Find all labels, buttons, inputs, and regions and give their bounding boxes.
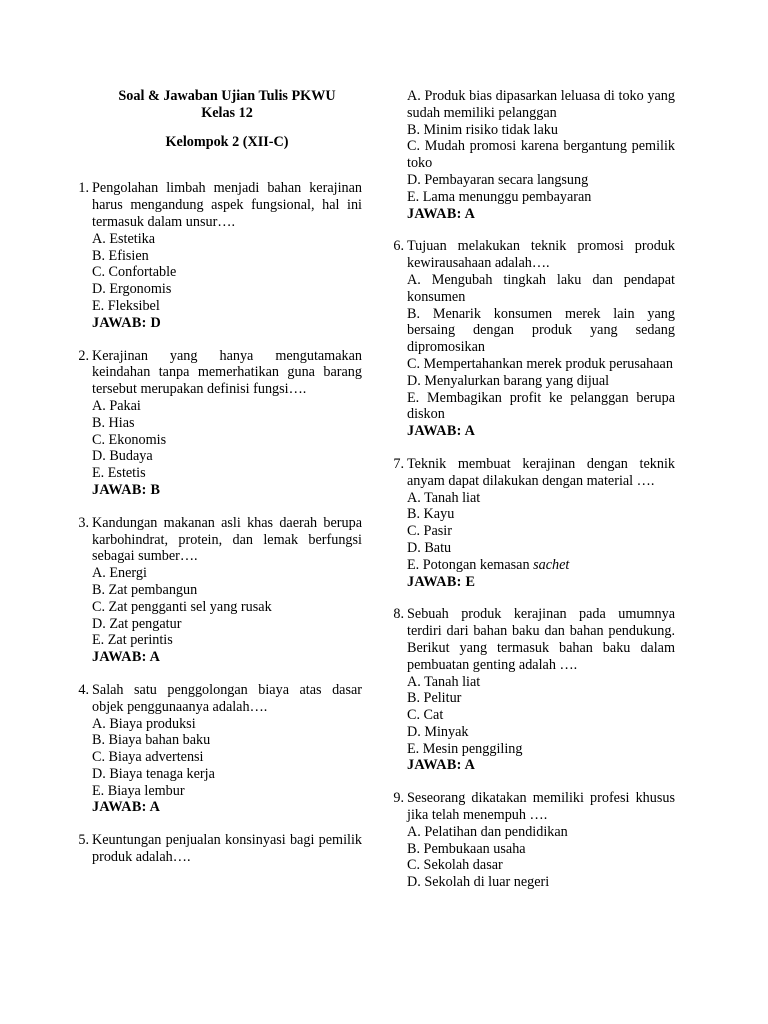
question-number: 6.: [393, 238, 404, 255]
option-d: D. Biaya tenaga kerja: [92, 765, 215, 782]
option-a: A. Biaya produksi: [92, 715, 196, 732]
group-label: Kelompok 2 (XII-C): [165, 133, 289, 150]
option-list: [407, 272, 675, 423]
question-text: Keuntungan penjualan konsinyasi bagi pemilik produk adalah….: [92, 832, 362, 866]
option-e: E. Fleksibel: [92, 297, 160, 314]
answer-key: JAWAB: B: [92, 481, 161, 498]
option-list: [92, 231, 362, 315]
option-d: D. Sekolah di luar negeri: [407, 874, 550, 891]
class-label: Kelas 12: [201, 104, 253, 121]
question-number: 8.: [393, 606, 404, 623]
option-b: B. Kayu: [407, 506, 455, 523]
option-a: A. Produk bias dipasarkan leluasa di toko yang sudah memiliki pelanggan: [407, 88, 675, 121]
question-5-continued: [387, 88, 675, 222]
question-6: [387, 238, 675, 440]
option-c: C. Cat: [407, 707, 444, 724]
option-c: C. Mudah promosi karena bergantung pemilik toko: [407, 138, 675, 172]
option-e-prefix: E. Potongan kemasan: [407, 556, 534, 573]
option-e: E. Biaya lembur: [92, 782, 185, 799]
question-9: [387, 790, 675, 891]
option-list: [92, 716, 362, 800]
question-4: [72, 682, 362, 816]
option-e: E. Zat perintis: [92, 632, 173, 649]
option-a: A. Pakai: [92, 397, 141, 414]
question-number: 3.: [78, 514, 89, 531]
answer-key: JAWAB: A: [92, 649, 161, 666]
question-text: Kandungan makanan asli khas daerah berupa karbohindrat, protein, dan lemak berfungsi sebagai sumber….: [92, 514, 362, 565]
option-a: A. Energi: [92, 565, 147, 582]
option-d: D. Batu: [407, 539, 452, 556]
option-b: B. Pelitur: [407, 690, 462, 707]
option-e-italic: sachet: [533, 556, 570, 573]
question-text: Kerajinan yang hanya mengutamakan keindahan tanpa memerhatikan guna barang tersebut merupakan definisi fungsi….: [92, 347, 362, 398]
question-3: [72, 515, 362, 666]
option-d: D. Ergonomis: [92, 281, 172, 298]
option-b: B. Hias: [92, 414, 135, 431]
option-list: [407, 88, 675, 206]
option-b: B. Pembukaan usaha: [407, 840, 526, 857]
option-a: A. Tanah liat: [407, 489, 481, 506]
question-2: [72, 348, 362, 499]
option-a: A. Tanah liat: [407, 673, 481, 690]
left-column: [72, 88, 362, 866]
question-number: 7.: [393, 455, 404, 472]
question-number: 1.: [78, 180, 89, 197]
question-text: Pengolahan limbah menjadi bahan kerajinan harus mengandung aspek fungsional, hal ini termasuk dalam unsur….: [92, 180, 362, 230]
question-5: [72, 832, 362, 866]
option-c: C. Ekonomis: [92, 431, 167, 448]
answer-key: JAWAB: D: [92, 314, 162, 331]
option-e: E. Membagikan profit ke pelanggan berupa diskon: [407, 389, 675, 423]
option-b: B. Minim risiko tidak laku: [407, 121, 558, 138]
question-8: [387, 606, 675, 774]
question-number: 5.: [78, 832, 89, 849]
option-e: [407, 557, 675, 574]
option-e: E. Mesin penggiling: [407, 740, 523, 757]
option-list: [92, 398, 362, 482]
option-c: C. Pasir: [407, 523, 452, 540]
option-list: [407, 490, 675, 574]
question-text: Salah satu penggolongan biaya atas dasar objek penggunaanya adalah….: [92, 681, 362, 715]
option-list: [407, 674, 675, 758]
answer-key: JAWAB: A: [407, 757, 476, 774]
option-d: D. Menyalurkan barang yang dijual: [407, 372, 610, 389]
question-number: 2.: [78, 347, 89, 364]
option-c: C. Zat pengganti sel yang rusak: [92, 598, 272, 615]
option-b: B. Biaya bahan baku: [92, 732, 211, 749]
option-b: B. Efisien: [92, 247, 149, 264]
option-a: A. Pelatihan dan pendidikan: [407, 823, 568, 840]
question-number: 9.: [393, 790, 404, 807]
document-header: [72, 88, 362, 150]
right-column: [387, 88, 675, 891]
option-a: A. Mengubah tingkah laku dan pendapat konsumen: [407, 271, 675, 305]
question-1: [72, 180, 362, 331]
option-d: D. Zat pengatur: [92, 615, 182, 632]
document-title: Soal & Jawaban Ujian Tulis PKWU: [118, 88, 336, 104]
option-c: C. Sekolah dasar: [407, 857, 503, 874]
question-text: Sebuah produk kerajinan pada umumnya terdiri dari bahan baku dan bahan pendukung. Berikut yang termasuk bahan baku dalam pembuatan genting adalah ….: [407, 606, 675, 673]
answer-key: JAWAB: A: [407, 205, 476, 222]
option-list: [407, 824, 675, 891]
option-b: B. Zat pembangun: [92, 581, 198, 598]
option-c: C. Biaya advertensi: [92, 749, 204, 766]
option-c: C. Mempertahankan merek produk perusahaan: [407, 355, 673, 372]
answer-key: JAWAB: A: [407, 423, 476, 440]
option-d: D. Budaya: [92, 448, 153, 465]
question-text: Tujuan melakukan teknik promosi produk kewirausahaan adalah….: [407, 238, 675, 272]
answer-key: JAWAB: E: [407, 573, 476, 590]
question-7: [387, 456, 675, 590]
option-e: E. Estetis: [92, 465, 146, 482]
answer-key: JAWAB: A: [92, 799, 161, 816]
option-c: C. Confortable: [92, 264, 177, 281]
option-d: D. Pembayaran secara langsung: [407, 171, 589, 188]
option-a: A. Estetika: [92, 230, 156, 247]
option-d: D. Minyak: [407, 723, 469, 740]
question-number: 4.: [78, 681, 89, 698]
question-text: Seseorang dikatakan memiliki profesi khusus jika telah menempuh ….: [407, 790, 675, 824]
question-text: Teknik membuat kerajinan dengan teknik anyam dapat dilakukan dengan material ….: [407, 455, 675, 489]
option-list: [92, 565, 362, 649]
option-e: E. Lama menunggu pembayaran: [407, 188, 592, 205]
option-b: B. Menarik konsumen merek lain yang bersaing dengan produk yang sedang dipromosikan: [407, 305, 675, 356]
